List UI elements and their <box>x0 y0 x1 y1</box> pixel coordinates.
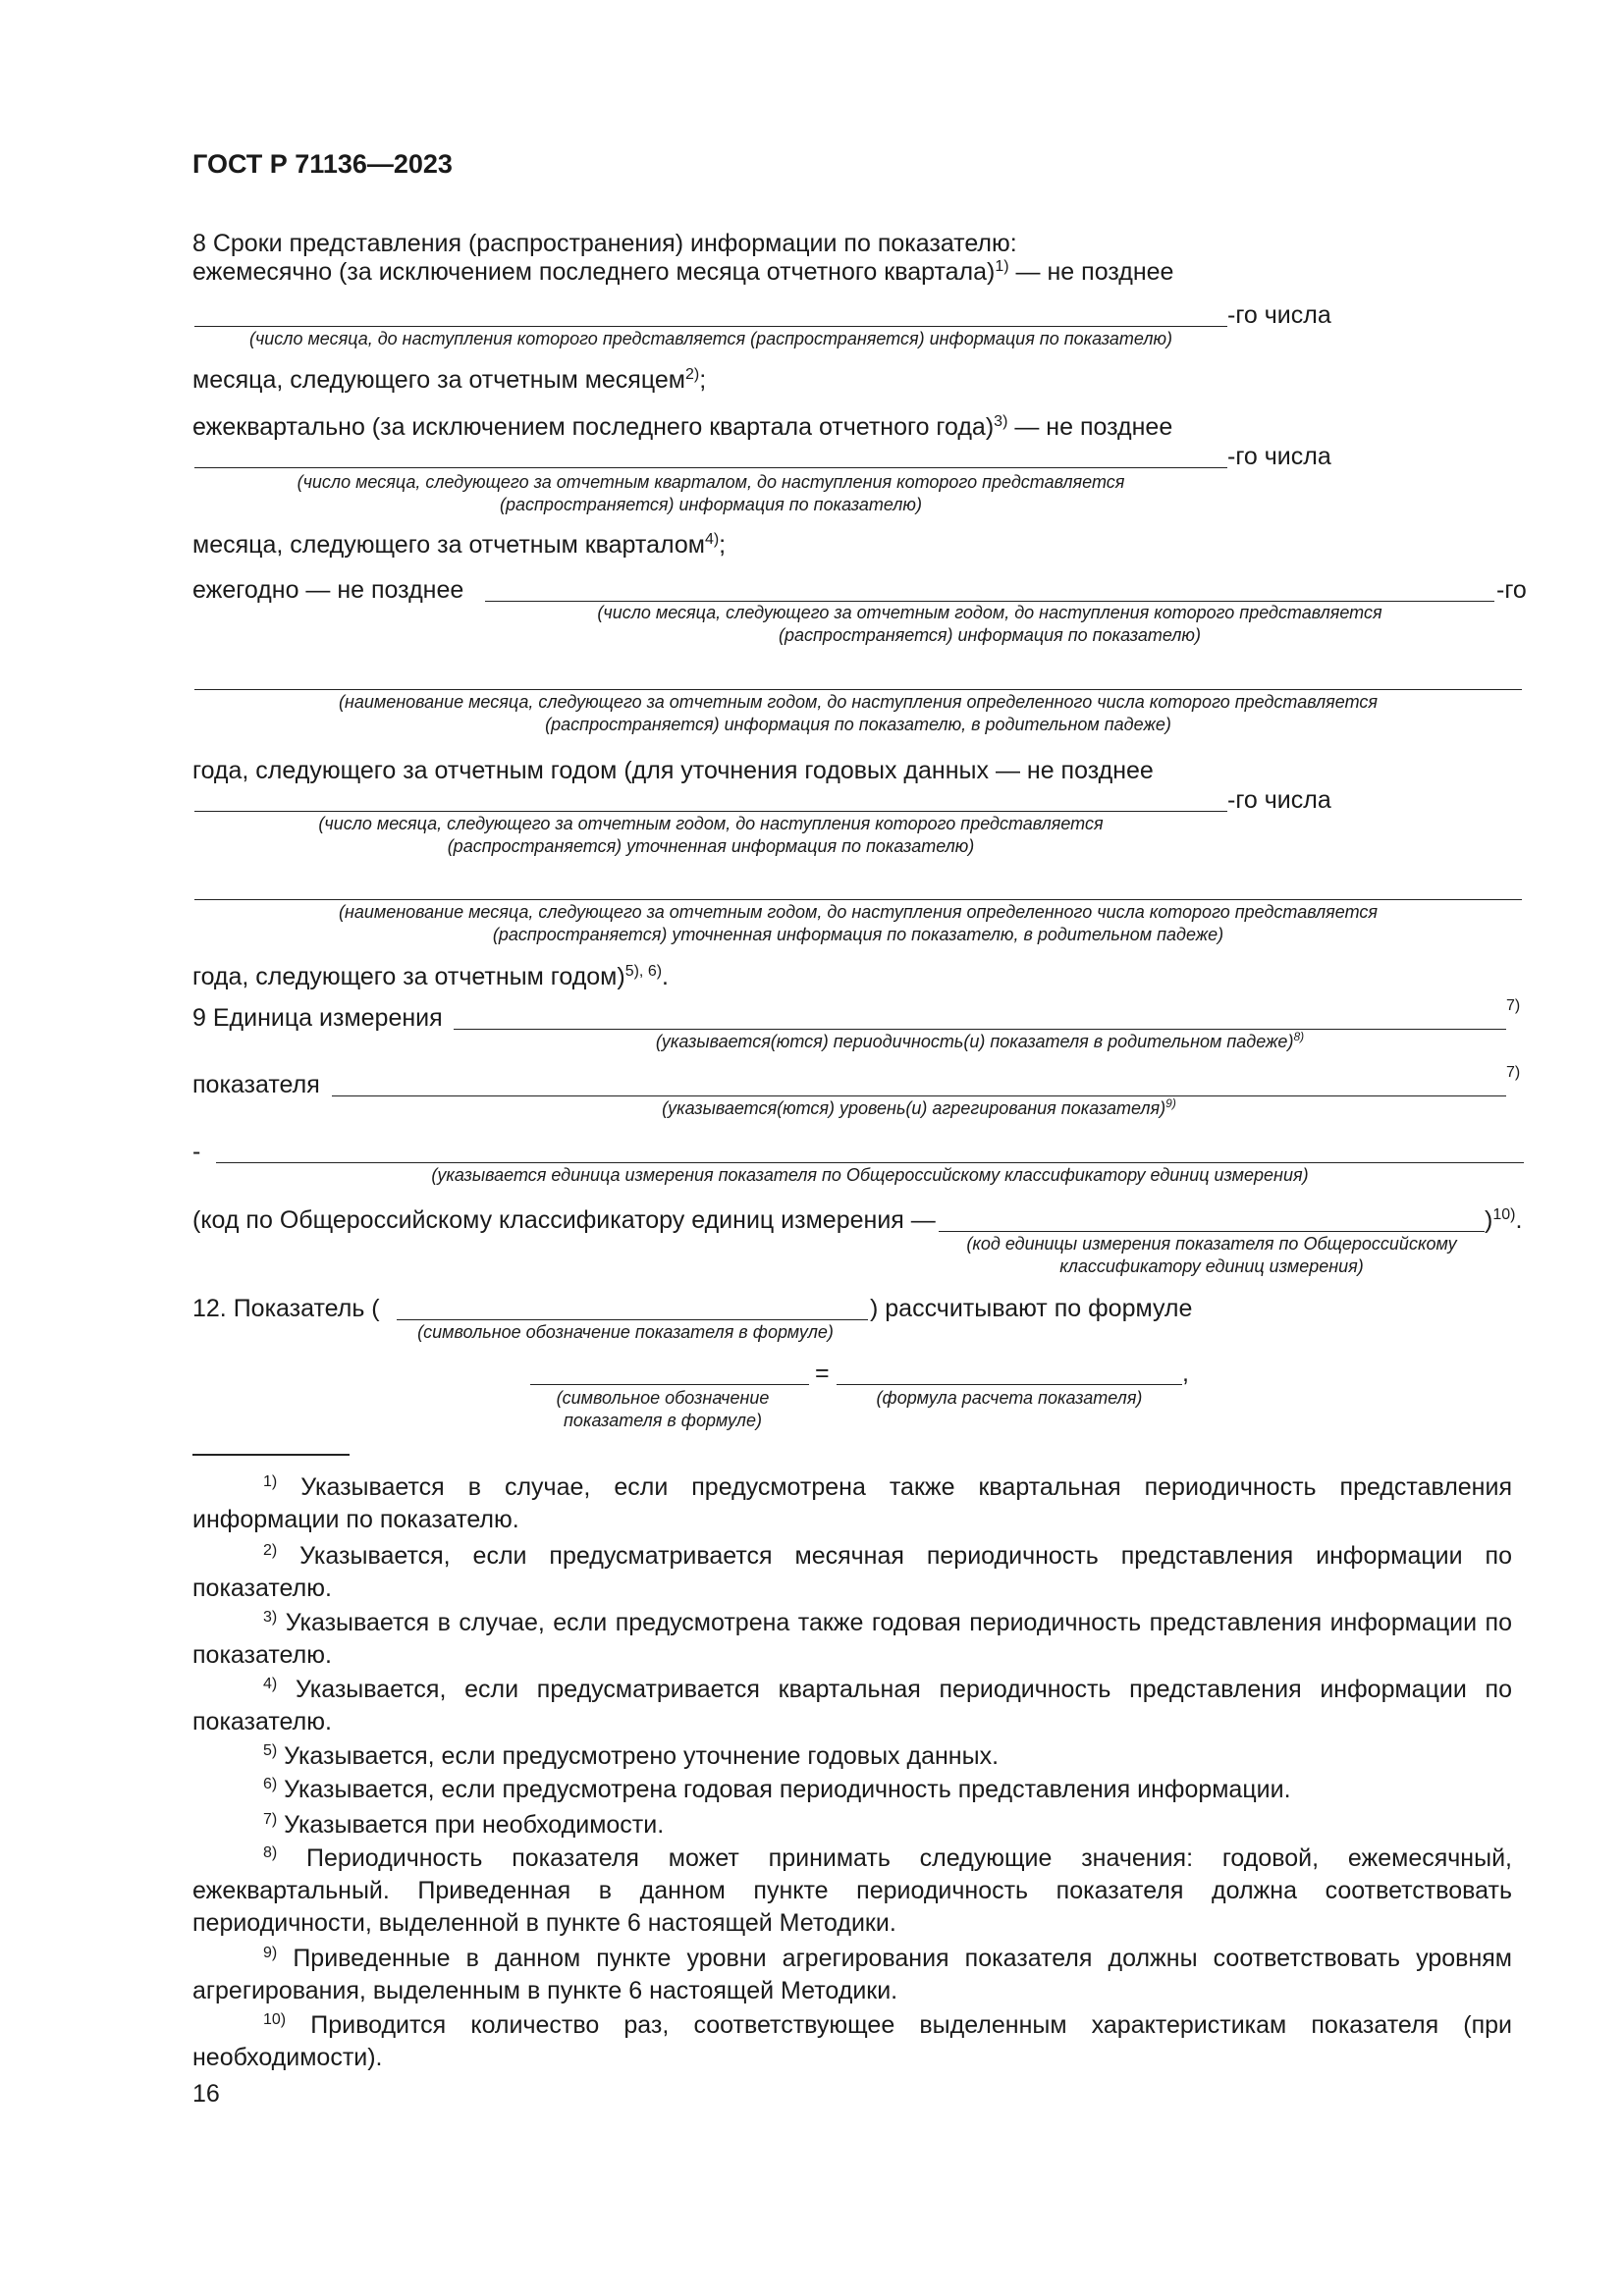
monthly-after-text: месяца, следующего за отчетным месяцем <box>192 366 685 394</box>
monthly-after <box>192 365 706 395</box>
footnote-text: Приводится количество раз, соответствующее выделенным характеристикам показателя (при необходимости). <box>192 2011 1512 2071</box>
blank-line <box>194 689 1522 690</box>
blank-line <box>332 1095 1506 1096</box>
monthly-lead-text: ежемесячно (за исключением последнего месяца отчетного квартала) <box>192 258 996 286</box>
caption: (распространяется) уточненная информация по показателю, в родительном падеже) <box>492 925 1224 944</box>
caption: (наименование месяца, следующего за отчетным годом, до наступления определенного числа которого представляется <box>338 902 1379 922</box>
monthly-suffix: -го числа <box>1227 301 1331 329</box>
footnote-9 <box>192 1943 1512 2007</box>
footnote-text: Периодичность показателя может принимать следующие значения: годовой, ежемесячный, ежеквартальный. Приведенная в данном пункте периодичность показателя должна соответствовать периодичности, выделенной в пункте 6 настоящей Методики. <box>192 1844 1512 1937</box>
blank-line <box>837 1384 1182 1385</box>
footnote-ref: 7) <box>1506 1064 1521 1081</box>
footnote-number: 4) <box>263 1676 278 1692</box>
footnote-separator <box>192 1454 350 1456</box>
yearly-closing-text: года, следующего за отчетным годом) <box>192 963 625 990</box>
blank-line <box>194 326 1227 327</box>
footnote-3 <box>192 1607 1512 1672</box>
footnote-ref: 2) <box>684 366 700 383</box>
punct: ; <box>699 366 707 394</box>
indicator-label: показателя <box>192 1071 320 1098</box>
blank-line <box>939 1231 1485 1232</box>
okei-lead: (код по Общероссийскому классификатору единиц измерения — <box>192 1206 936 1234</box>
footnote-ref: 8) <box>1293 1030 1305 1043</box>
yearly-after: года, следующего за отчетным годом (для уточнения годовых данных — не позднее <box>192 757 1154 784</box>
footnote-number: 7) <box>263 1811 278 1828</box>
section-12-lead: 12. Показатель ( <box>192 1295 380 1322</box>
footnote-ref: 1) <box>995 258 1009 275</box>
blank-line <box>530 1384 809 1385</box>
caption: (формула расчета показателя) <box>876 1388 1143 1408</box>
yearly-closing <box>192 962 669 991</box>
yearly-suffix: -го <box>1496 576 1527 604</box>
quarterly-after <box>192 530 726 560</box>
page-number: 16 <box>192 2080 220 2108</box>
blank-line <box>194 467 1227 468</box>
refine-suffix: -го числа <box>1227 786 1331 814</box>
footnote-4 <box>192 1674 1512 1738</box>
formula-comma: , <box>1182 1360 1189 1387</box>
yearly-lead: ежегодно — не позднее <box>192 576 464 604</box>
footnote-8 <box>192 1842 1512 1940</box>
footnote-text: Приведенные в данном пункте уровни агрегирования показателя должны соответствовать уровням агрегирования, выделенным в пункте 6 настоящей Методики. <box>192 1945 1512 2004</box>
caption: (символьное обозначение <box>556 1388 770 1408</box>
blank-line <box>194 899 1522 900</box>
footnote-ref: 10) <box>1492 1206 1516 1223</box>
footnote-number: 3) <box>263 1609 278 1626</box>
caption: (указывается единица измерения показателя по Общероссийскому классификатору единиц измерения) <box>431 1165 1309 1185</box>
caption: (наименование месяца, следующего за отчетным годом, до наступления определенного числа которого представляется <box>338 692 1379 712</box>
blank-line <box>454 1029 1506 1030</box>
footnote-ref: 4) <box>704 531 720 548</box>
blank-line <box>397 1319 868 1320</box>
footnote-text: Указывается, если предусмотрено уточнение годовых данных. <box>277 1742 1000 1770</box>
footnote-number: 10) <box>263 2011 287 2028</box>
blank-line <box>194 811 1227 812</box>
footnote-text: Указывается в случае, если предусмотрена также годовая периодичность представления информации по показателю. <box>192 1609 1512 1669</box>
document-header: ГОСТ Р 71136—2023 <box>192 149 453 179</box>
caption-text: (указывается(ются) периодичность(и) показателя в родительном падеже) <box>655 1032 1294 1051</box>
footnote-5 <box>192 1740 1512 1773</box>
footnote-ref: 9) <box>1165 1096 1176 1110</box>
quarterly-lead-text: ежеквартально (за исключением последнего квартала отчетного года) <box>192 413 995 441</box>
caption: (число месяца, следующего за отчетным годом, до наступления которого представляется <box>597 603 1382 622</box>
caption-text: (указывается(ются) уровень(и) агрегирования показателя) <box>662 1098 1166 1118</box>
caption: (распространяется) информация по показателю) <box>500 495 922 514</box>
caption <box>332 1097 1506 1120</box>
formula-equals: = <box>815 1360 830 1387</box>
section-12-tail: ) рассчитывают по формуле <box>870 1295 1193 1322</box>
footnote-number: 1) <box>263 1473 278 1490</box>
caption: (число месяца, следующего за отчетным годом, до наступления которого представляется <box>318 814 1104 833</box>
unit-dash: - <box>192 1138 201 1165</box>
footnote-text: Указывается, если предусмотрена годовая периодичность представления информации. <box>277 1776 1291 1803</box>
section-9-lead: 9 Единица измерения <box>192 1004 443 1032</box>
quarterly-lead <box>192 412 1172 442</box>
caption: (число месяца, следующего за отчетным кварталом, до наступления которого представляется <box>297 472 1125 492</box>
blank-line <box>216 1162 1524 1163</box>
footnote-number: 5) <box>263 1742 278 1759</box>
footnote-text: Указывается, если предусматривается квартальная периодичность представления информации по показателю. <box>192 1676 1512 1735</box>
footnote-10 <box>192 2009 1512 2074</box>
caption: (символьное обозначение показателя в формуле) <box>417 1322 834 1342</box>
okei-close <box>1485 1205 1522 1235</box>
footnote-1 <box>192 1471 1512 1536</box>
section-8-title: 8 Сроки представления (распространения) информации по показателю: <box>192 230 1017 257</box>
footnote-6 <box>192 1774 1512 1806</box>
caption: классификатору единиц измерения) <box>1059 1256 1364 1276</box>
punct: . <box>662 963 669 990</box>
punct: ; <box>719 531 727 559</box>
footnote-7 <box>192 1809 1512 1842</box>
punct: . <box>1515 1206 1523 1234</box>
footnote-ref: 7) <box>1506 997 1521 1014</box>
footnote-ref: 5), 6) <box>624 963 663 980</box>
footnote-2 <box>192 1540 1512 1605</box>
caption: (код единицы измерения показателя по Общероссийскому <box>966 1234 1457 1254</box>
caption: показателя в формуле) <box>564 1411 762 1430</box>
quarterly-suffix: -го числа <box>1227 443 1331 470</box>
quarterly-after-text: месяца, следующего за отчетным кварталом <box>192 531 705 559</box>
monthly-lead <box>192 257 1173 287</box>
footnote-number: 6) <box>263 1776 278 1792</box>
footnote-text: Указывается в случае, если предусмотрена также квартальная периодичность представления информации по показателю. <box>192 1473 1512 1533</box>
caption: (распространяется) информация по показателю, в родительном падеже) <box>545 715 1171 734</box>
caption <box>454 1031 1506 1053</box>
caption: (распространяется) информация по показателю) <box>779 625 1201 645</box>
footnote-text: Указывается, если предусматривается месячная периодичность представления информации по показателю. <box>192 1542 1512 1602</box>
quarterly-lead-tail: — не позднее <box>1007 413 1173 441</box>
footnote-ref: 3) <box>994 413 1008 430</box>
caption: (число месяца, до наступления которого представляется (распространяется) информация по показателю) <box>248 329 1173 348</box>
footnote-number: 9) <box>263 1945 278 1961</box>
monthly-lead-tail: — не позднее <box>1008 258 1174 286</box>
punct: ) <box>1485 1206 1493 1234</box>
footnote-text: Указывается при необходимости. <box>277 1811 665 1839</box>
footnote-number: 2) <box>263 1542 278 1559</box>
caption: (распространяется) уточненная информация по показателю) <box>447 836 975 856</box>
footnote-number: 8) <box>263 1844 278 1861</box>
